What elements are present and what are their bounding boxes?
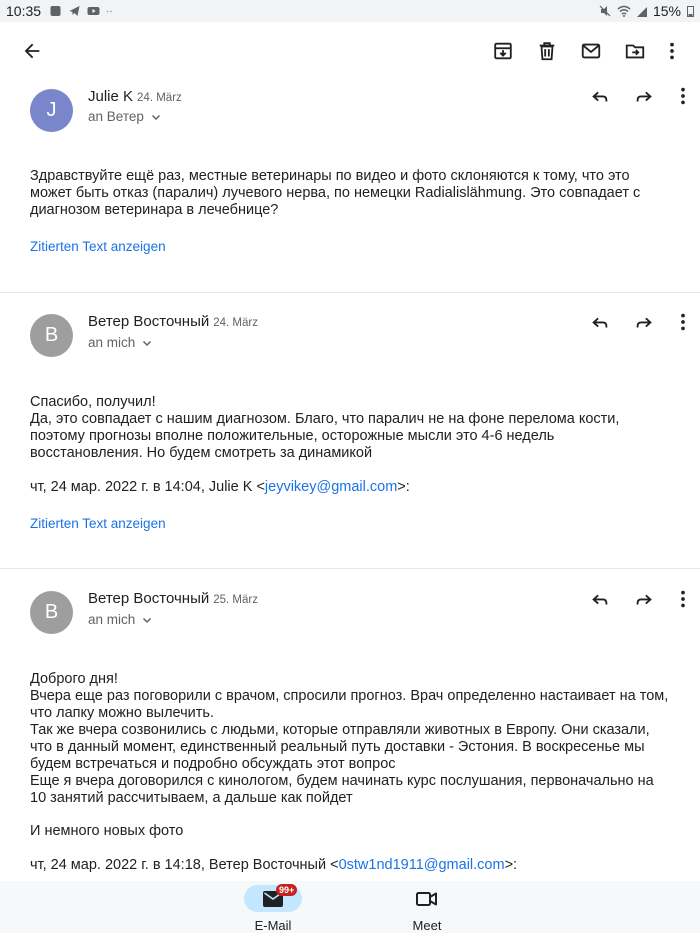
reply-button[interactable]: [578, 74, 622, 118]
forward-icon: [633, 85, 655, 107]
body-line: будем встречаться и подробно обсуждать этот вопрос: [30, 756, 396, 772]
body-line: что в данный момент, единственный реальный путь доставки - Эстония. В воскресенье мы: [30, 739, 645, 755]
reply-icon: [589, 85, 611, 107]
show-quoted-text-link[interactable]: Zitierten Text anzeigen: [30, 239, 166, 254]
message-actions: [578, 74, 700, 118]
show-quoted-text-link[interactable]: Zitierten Text anzeigen: [30, 516, 166, 531]
message-more-button[interactable]: [666, 300, 700, 344]
video-camera-icon: [416, 891, 438, 907]
archive-button[interactable]: [481, 29, 525, 73]
attribution-suffix: >:: [397, 479, 410, 495]
reply-button[interactable]: [578, 577, 622, 621]
message-date: 25. März: [213, 594, 258, 606]
top-app-bar: [0, 22, 700, 80]
message-more-button[interactable]: [666, 577, 700, 621]
message-body: [30, 394, 680, 462]
trash-icon: [536, 40, 558, 62]
more-vert-icon: [661, 40, 683, 62]
notification-icon: [49, 5, 62, 17]
telegram-icon: [68, 5, 81, 17]
status-bar: [0, 0, 700, 22]
sender-line: [88, 590, 258, 607]
body-line: Да, это совпадает с нашим диагнозом. Благо, что паралич не на фоне перелома кости,: [30, 411, 620, 427]
divider: [0, 568, 700, 569]
sender-line: [88, 313, 258, 330]
back-button[interactable]: [10, 29, 54, 73]
body-line: восстановления. Но будем смотреть за динамикой: [30, 445, 373, 461]
nav-item-email[interactable]: [223, 881, 323, 933]
body-line: что лапку можно вылечить.: [30, 705, 215, 721]
divider: [0, 292, 700, 293]
more-vert-icon: [672, 85, 694, 107]
quote-attribution: [30, 857, 680, 874]
sender-line: [88, 88, 182, 105]
nav-item-meet[interactable]: [377, 881, 477, 933]
move-folder-icon: [624, 40, 646, 62]
message-more-button[interactable]: [666, 74, 700, 118]
body-line: Еще я вчера договорился с кинологом, будем начинать курс послушания, первоначально на: [30, 773, 654, 789]
nav-email-pill[interactable]: [244, 885, 302, 912]
chevron-down-icon: [141, 614, 153, 626]
forward-icon: [633, 588, 655, 610]
message-actions: [578, 577, 700, 621]
message-item[interactable]: [0, 306, 700, 568]
recipient-toggle[interactable]: [88, 109, 162, 124]
more-vert-icon: [672, 588, 694, 610]
battery-icon: [687, 5, 694, 17]
recipient-label: an mich: [88, 612, 136, 627]
body-line: Спасибо, получил!: [30, 394, 156, 410]
forward-button[interactable]: [622, 74, 666, 118]
message-body-extra: И немного новых фото: [30, 823, 184, 839]
sender-name: Ветер Восточный: [88, 313, 210, 330]
delete-button[interactable]: [525, 29, 569, 73]
battery-percent: 15%: [652, 3, 681, 19]
move-to-button[interactable]: [613, 29, 657, 73]
recipient-toggle[interactable]: [88, 335, 153, 350]
body-line: Вчера еще раз поговорили с врачом, спросили прогноз. Врач определенно настаивает на том,: [30, 688, 669, 704]
more-vert-icon: [672, 311, 694, 333]
chevron-down-icon: [141, 337, 153, 349]
youtube-icon: [87, 5, 100, 17]
body-line: может быть отказ (паралич) лучевого нерва, по немецки Radialislähmung. Это совпадает с: [30, 185, 641, 201]
arrow-back-icon: [21, 40, 43, 62]
more-notifications-icon: ··: [106, 5, 113, 17]
attribution-text: чт, 24 мар. 2022 г. в 14:18, Ветер Восточный <: [30, 857, 339, 873]
avatar[interactable]: B: [30, 314, 73, 357]
forward-button[interactable]: [622, 300, 666, 344]
message-item[interactable]: [0, 80, 700, 292]
recipient-toggle[interactable]: [88, 612, 153, 627]
recipient-label: an mich: [88, 335, 136, 350]
chevron-down-icon: [150, 111, 162, 123]
status-time: 10:35: [6, 3, 42, 19]
body-line: 10 занятий рассчитываем, а дальше как пойдет: [30, 790, 353, 806]
archive-icon: [492, 40, 514, 62]
attribution-text: чт, 24 мар. 2022 г. в 14:04, Julie K <: [30, 479, 265, 495]
email-link[interactable]: jeyvikey@gmail.com: [264, 479, 398, 495]
body-line: диагнозом ветеринара в лечебнице?: [30, 202, 279, 218]
recipient-label: an Ветер: [88, 109, 144, 124]
message-date: 24. März: [137, 92, 182, 104]
signal-icon: [637, 5, 647, 17]
attribution-suffix: >:: [504, 857, 518, 873]
forward-button[interactable]: [622, 577, 666, 621]
message-date: 24. März: [213, 317, 258, 329]
reply-icon: [589, 311, 611, 333]
nav-meet-pill[interactable]: [398, 885, 456, 912]
mail-icon: [580, 40, 602, 62]
wifi-icon: [617, 5, 631, 17]
avatar[interactable]: J: [30, 89, 73, 132]
reply-icon: [589, 588, 611, 610]
unread-badge: 99+: [276, 884, 297, 896]
sender-name: Julie K: [88, 88, 134, 105]
message-item[interactable]: [0, 583, 700, 881]
body-line: Здравствуйте ещё раз, местные ветеринары по видео и фото склоняются к тому, что это: [30, 168, 630, 184]
body-line: Так же вчера созвонились с людьми, которые отправляли животных в Европу. Они сказали,: [30, 722, 650, 738]
nav-meet-label: Meet: [412, 918, 442, 933]
bottom-navigation: [0, 881, 700, 933]
quote-attribution: [30, 479, 680, 496]
forward-icon: [633, 311, 655, 333]
message-body: [30, 671, 680, 807]
reply-button[interactable]: [578, 300, 622, 344]
message-actions: [578, 300, 700, 344]
body-line: Доброго дня!: [30, 671, 118, 687]
mute-icon: [599, 5, 611, 17]
email-link[interactable]: 0stw1nd1911@gmail.com: [338, 857, 505, 873]
more-options-button[interactable]: [652, 29, 692, 73]
body-line: поэтому прогнозы вполне положительные, осторожные мысли это 4-6 недель: [30, 428, 555, 444]
sender-name: Ветер Восточный: [88, 590, 210, 607]
message-body: [30, 168, 680, 219]
avatar[interactable]: B: [30, 591, 73, 634]
mark-unread-button[interactable]: [569, 29, 613, 73]
nav-email-label: E-Mail: [254, 918, 292, 933]
